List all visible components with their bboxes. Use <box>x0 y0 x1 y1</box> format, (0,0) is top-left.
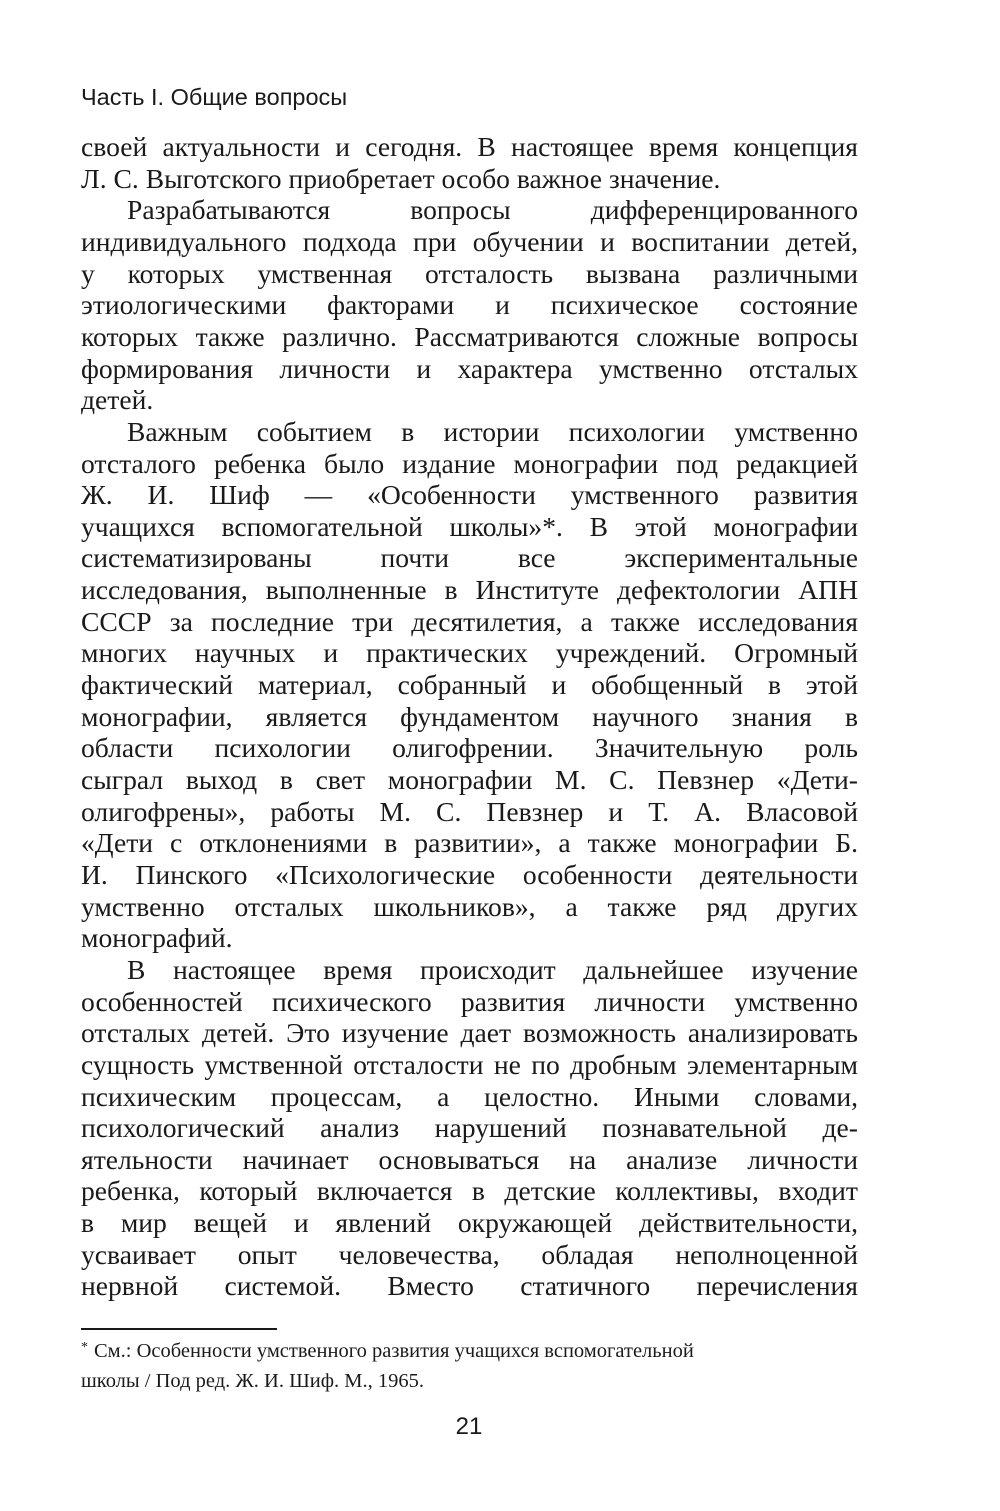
body-line: олигофрены», работы М. С. Певзнер и Т. А. Власовой <box>81 796 858 827</box>
footnote-rule <box>81 1328 277 1330</box>
body-line: сущность умственной отсталости не по дробным элементарным <box>81 1049 858 1080</box>
body-line: детей. <box>81 384 154 415</box>
body-line: формирования личности и характера умственно отсталых <box>81 353 858 384</box>
body-line: индивидуального подхода при обучении и воспитании детей, <box>81 226 858 257</box>
body-line: особенностей психического развития личности умственно <box>81 986 858 1017</box>
body-line: учащихся вспомогательной школы»*. В этой монографии <box>81 511 858 542</box>
body-line: в мир вещей и явлений окружающей действительности, <box>81 1207 858 1238</box>
footnote-marker: * <box>81 1340 88 1355</box>
footnote-line-1 <box>81 1335 858 1364</box>
body-line: монографий. <box>81 922 233 953</box>
body-line: у которых умственная отсталость вызвана различными <box>81 258 858 289</box>
body-line: монографии, является фундаментом научного знания в <box>81 701 858 732</box>
body-line: своей актуальности и сегодня. В настоящее время концепция <box>81 131 858 162</box>
body-line: отсталых детей. Это изучение дает возможность анализировать <box>81 1017 858 1048</box>
body-line: психическим процессам, а целостно. Иными словами, <box>81 1081 858 1112</box>
body-line: этиологическими факторами и психическое состояние <box>81 289 858 320</box>
body-line: нервной системой. Вместо статичного перечисления <box>81 1270 858 1301</box>
body-line: СССР за последние три десятилетия, а также исследования <box>81 606 858 637</box>
body-line: В настоящее время происходит дальнейшее изучение <box>127 954 858 985</box>
body-line: Важным событием в истории психологии умственно <box>127 416 858 447</box>
body-line: области психологии олигофрении. Значительную роль <box>81 732 858 763</box>
running-head: Часть I. Общие вопросы <box>81 84 348 110</box>
body-line: которых также различно. Рассматриваются сложные вопросы <box>81 321 858 352</box>
body-line: фактический материал, собранный и обобщенный в этой <box>81 669 858 700</box>
body-line: отсталого ребенка было издание монографии под редакцией <box>81 448 858 479</box>
body-line: «Дети с отклонениями в развитии», а также монографии Б. <box>81 827 858 858</box>
page-number: 21 <box>455 1413 483 1440</box>
body-line: И. Пинского «Психологические особенности деятельности <box>81 859 858 890</box>
body-line: Разрабатываются вопросы дифференцированного <box>127 194 858 225</box>
book-page <box>81 0 858 1511</box>
body-line: Ж. И. Шиф — «Особенности умственного развития <box>81 479 858 510</box>
body-line: многих научных и практических учреждений. Огромный <box>81 637 858 668</box>
body-line: ятельности начинает основываться на анализе личности <box>81 1144 858 1175</box>
footnote-text-1: См.: Особенности умственного развития учащихся вспомогательной <box>94 1340 694 1362</box>
body-line: умственно отсталых школьников», а также ряд других <box>81 891 858 922</box>
body-line: сыграл выход в свет монографии М. С. Певзнер «Дети- <box>81 764 858 795</box>
body-line: исследования, выполненные в Институте дефектологии АПН <box>81 574 858 605</box>
body-line: ребенка, который включается в детские коллективы, входит <box>81 1175 858 1206</box>
footnote-line-2: школы / Под ред. Ж. И. Шиф. М., 1965. <box>81 1370 424 1392</box>
body-line: Л. С. Выготского приобретает особо важное значение. <box>81 163 721 194</box>
body-line: психологический анализ нарушений познавательной де- <box>81 1112 858 1143</box>
body-line: усваивает опыт человечества, обладая неполноценной <box>81 1239 858 1270</box>
body-line: систематизированы почти все экспериментальные <box>81 542 858 573</box>
